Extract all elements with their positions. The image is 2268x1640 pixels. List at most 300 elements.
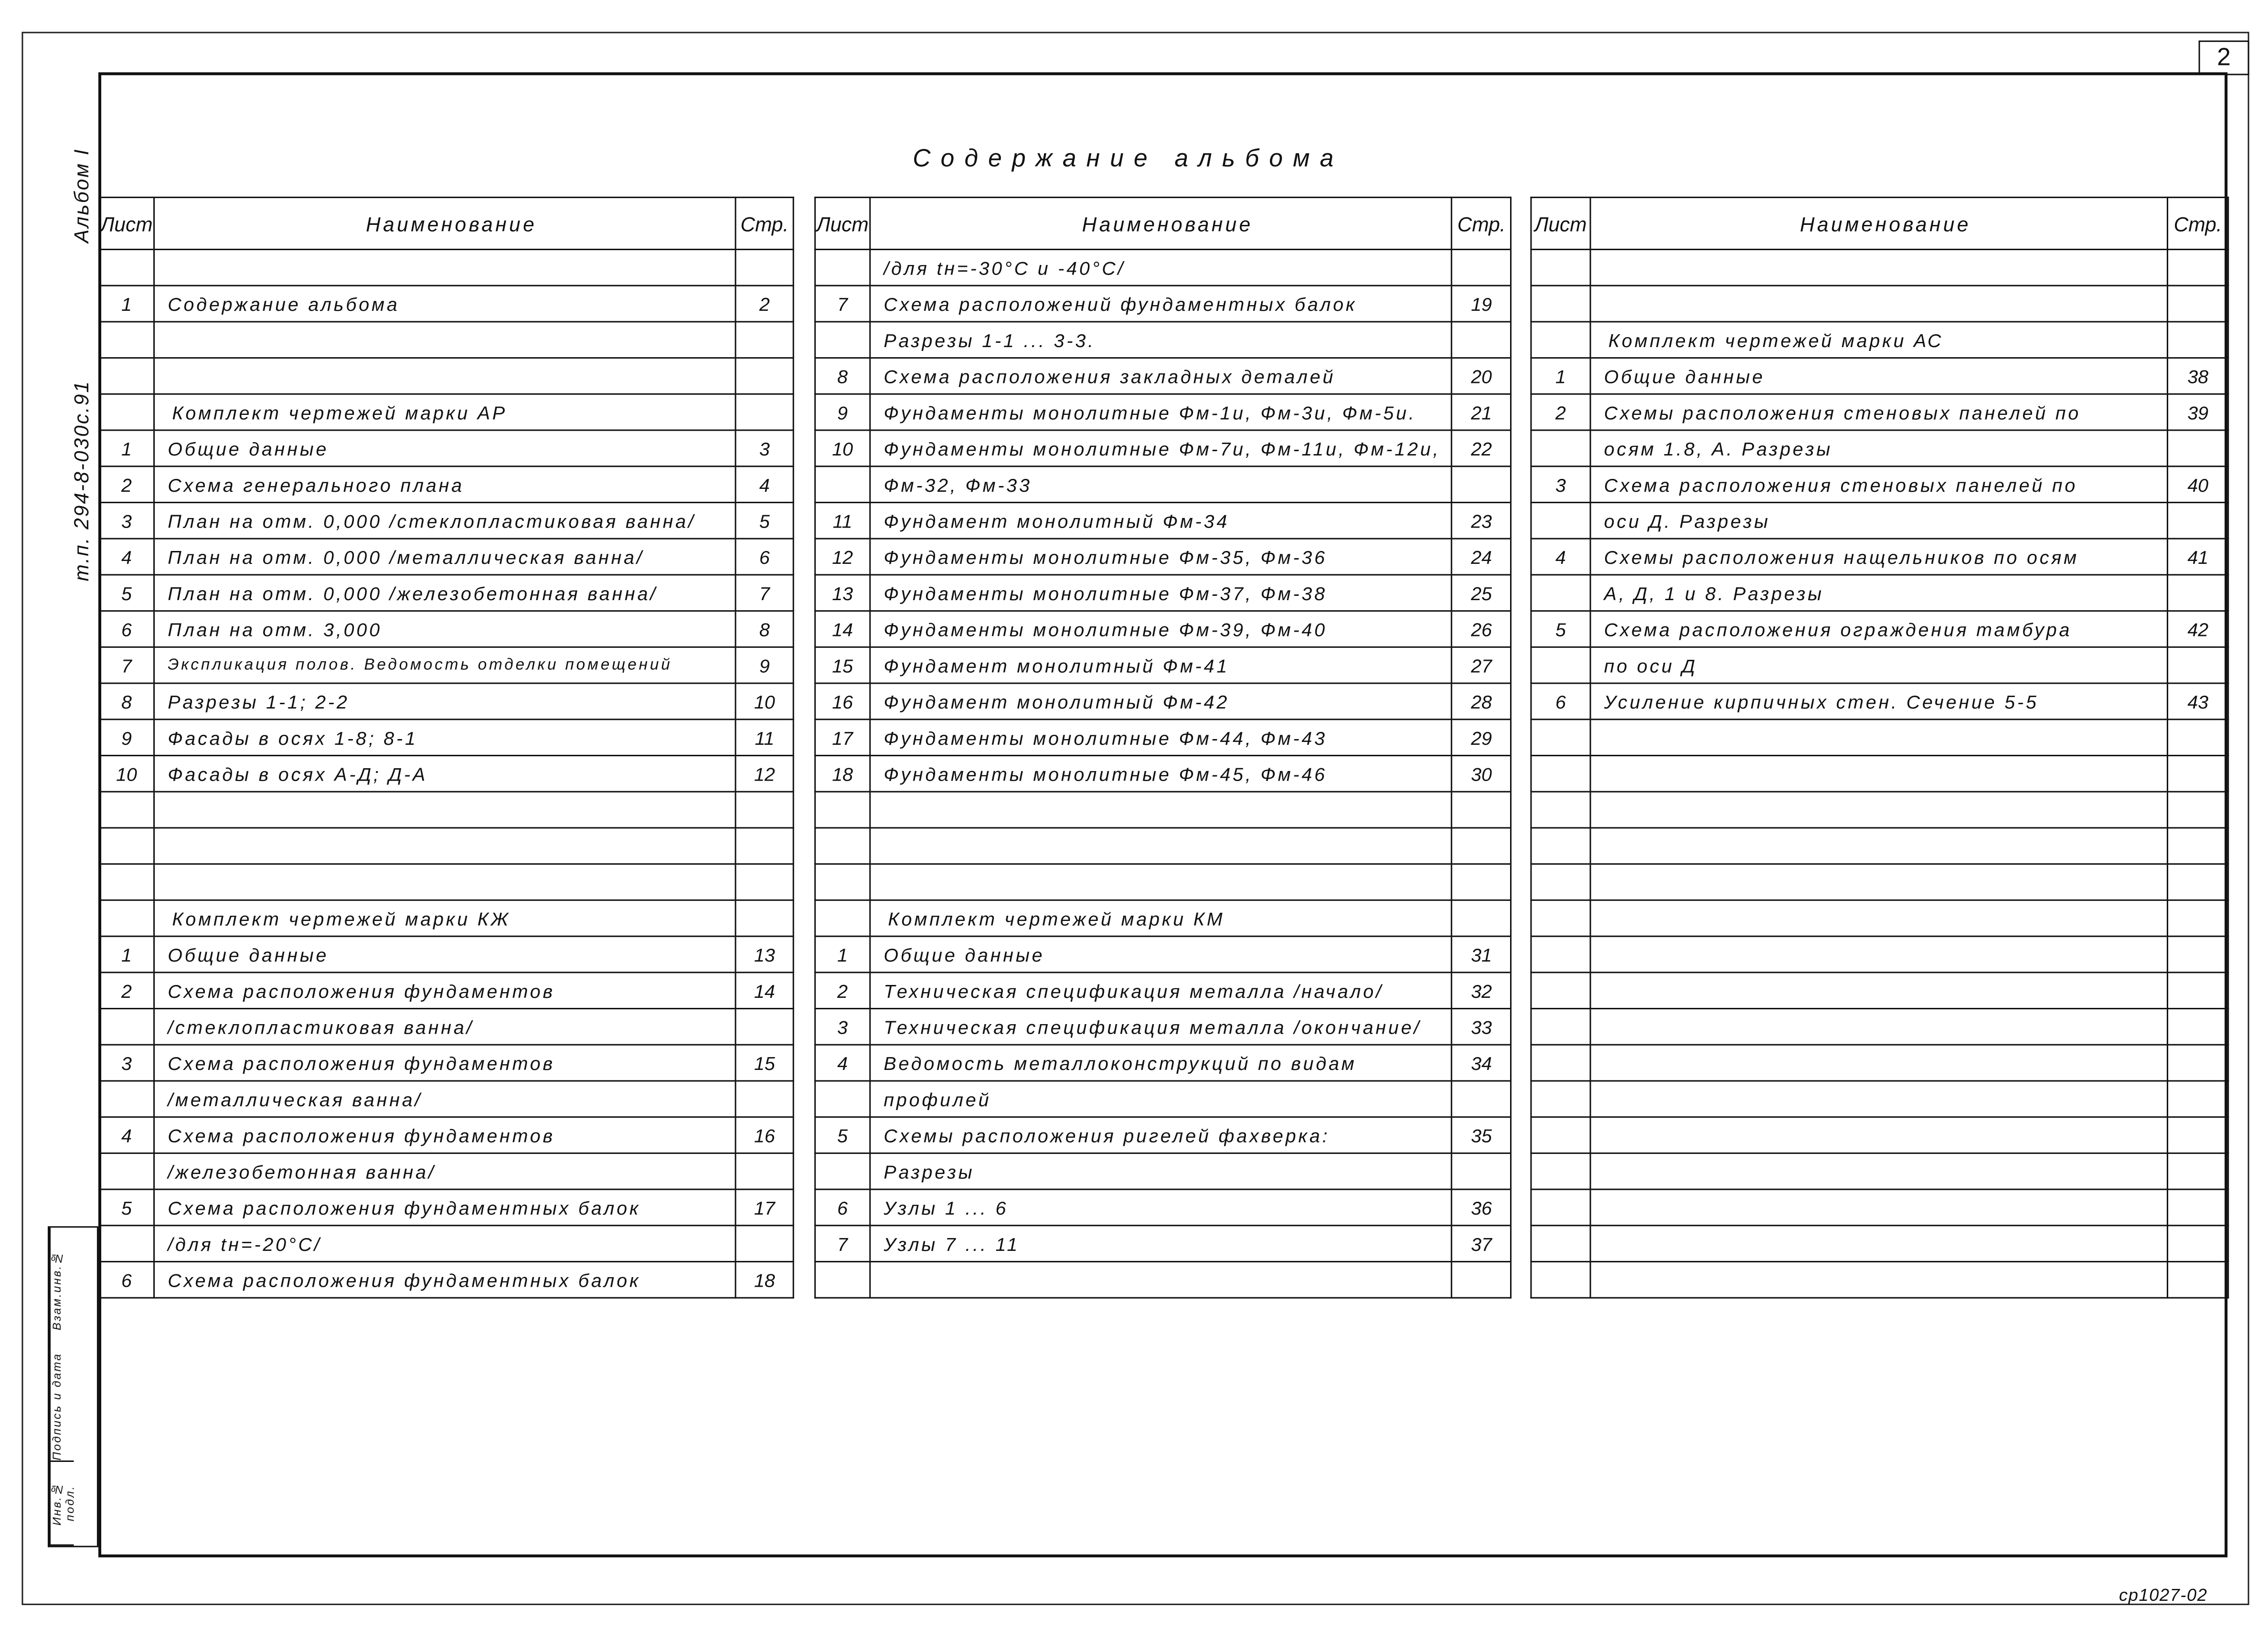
table-row (1531, 828, 2228, 864)
page-number: 27 (1452, 647, 1511, 683)
table-row (1531, 1189, 2228, 1226)
page-number: 42 (2168, 611, 2228, 647)
table-row (815, 539, 1511, 575)
item-name: Комплект чертежей марки АС (1590, 322, 2168, 358)
table-row (99, 1226, 793, 1262)
item-name: Схема расположений фундаментных балок (870, 286, 1452, 322)
sheet-number: 6 (1531, 683, 1590, 719)
table-row (815, 1081, 1511, 1117)
table-row (1531, 466, 2228, 503)
page-number (2168, 1045, 2228, 1081)
sheet-number: 18 (815, 755, 870, 792)
page-number (2168, 828, 2228, 864)
sheet-number: 5 (99, 1189, 154, 1226)
sheet-number: 10 (99, 755, 154, 792)
item-name: /для tн=-20°С/ (154, 1226, 735, 1262)
project-code: т.п. 294-8-030с.91 (69, 380, 93, 582)
page-number (2168, 322, 2228, 358)
table-row (99, 936, 793, 973)
item-name: Общие данные (154, 430, 735, 466)
item-name: Экспликация полов. Ведомость отделки помещений (154, 647, 735, 683)
sheet-number (99, 322, 154, 358)
page-number: 16 (736, 1117, 794, 1153)
table-row (815, 502, 1511, 539)
sheet-number (1531, 430, 1590, 466)
sheet-number: 8 (99, 683, 154, 719)
page-number (1452, 249, 1511, 286)
page-number: 9 (736, 647, 794, 683)
header-page: Стр. (1452, 197, 1511, 249)
page-number: 19 (1452, 286, 1511, 322)
item-name: Фундамент монолитный Фм-34 (870, 502, 1452, 539)
contents-table-1 (98, 197, 794, 1299)
sheet-number (1531, 647, 1590, 683)
table-row (1531, 1153, 2228, 1189)
sheet-number: 7 (815, 1226, 870, 1262)
item-name: /железобетонная ванна/ (154, 1153, 735, 1189)
sheet-number: 7 (99, 647, 154, 683)
table-row (1531, 1009, 2228, 1045)
stamp-replace-inv: Взам.инв.№ (49, 1227, 74, 1352)
page-number (736, 1081, 794, 1117)
page-number: 32 (1452, 973, 1511, 1009)
item-name: Фундаменты монолитные Фм-44, Фм-43 (870, 719, 1452, 756)
page-number: 4 (736, 466, 794, 503)
table-row (1531, 647, 2228, 683)
item-name (154, 828, 735, 864)
page-number (2168, 286, 2228, 322)
page-number (2168, 1009, 2228, 1045)
item-name: Разрезы 1-1; 2-2 (154, 683, 735, 719)
sheet-number: 3 (815, 1009, 870, 1045)
page-number (736, 828, 794, 864)
table-row (815, 864, 1511, 900)
page-number (2168, 1081, 2228, 1117)
table-row (815, 430, 1511, 466)
page-number (2168, 1189, 2228, 1226)
table-row (815, 1226, 1511, 1262)
item-name (1590, 286, 2168, 322)
sheet-number (99, 864, 154, 900)
item-name: Схема расположения фундаментов (154, 1117, 735, 1153)
page-number: 15 (736, 1045, 794, 1081)
page-number (2168, 249, 2228, 286)
page-number: 12 (736, 755, 794, 792)
table-row (99, 1189, 793, 1226)
page-number: 30 (1452, 755, 1511, 792)
contents-table-2 (814, 197, 1512, 1299)
table-row (99, 719, 793, 756)
sheet-number (1531, 1081, 1590, 1117)
item-name: Схема расположения фундаментных балок (154, 1189, 735, 1226)
item-name (154, 322, 735, 358)
table-row (815, 394, 1511, 430)
sheet-number: 6 (99, 611, 154, 647)
sheet-number: 15 (815, 647, 870, 683)
sheet-number: 6 (99, 1262, 154, 1298)
page-number (1452, 900, 1511, 936)
sheet-number: 13 (815, 575, 870, 611)
item-name: Узлы 1 ... 6 (870, 1189, 1452, 1226)
page-number (2168, 792, 2228, 828)
item-name (1590, 719, 2168, 756)
table-row (1531, 1081, 2228, 1117)
item-name (870, 828, 1452, 864)
page-number (2168, 864, 2228, 900)
sheet-number: 2 (99, 466, 154, 503)
table-row (1531, 394, 2228, 430)
sheet-number: 4 (99, 539, 154, 575)
page-number: 35 (1452, 1117, 1511, 1153)
page-number: 34 (1452, 1045, 1511, 1081)
page-number: 17 (736, 1189, 794, 1226)
item-name (1590, 900, 2168, 936)
sheet-number (815, 1081, 870, 1117)
sheet-number (815, 792, 870, 828)
sheet-number (99, 1081, 154, 1117)
item-name (1590, 1009, 2168, 1045)
table-row (99, 864, 793, 900)
page-number: 36 (1452, 1189, 1511, 1226)
item-name (1590, 864, 2168, 900)
table-row (1531, 430, 2228, 466)
table-row (1531, 719, 2228, 756)
table-row (1531, 683, 2228, 719)
table-row (1531, 611, 2228, 647)
table-row (1531, 249, 2228, 286)
sheet-number (99, 828, 154, 864)
item-name: Общие данные (154, 936, 735, 973)
item-name: Схема расположения фундаментов (154, 973, 735, 1009)
item-name (1590, 755, 2168, 792)
table-row (1531, 755, 2228, 792)
header-page: Стр. (2168, 197, 2228, 249)
page-number: 18 (736, 1262, 794, 1298)
sheet-number (99, 358, 154, 394)
sheet-number (99, 900, 154, 936)
page-number (736, 900, 794, 936)
item-name: Фасады в осях 1-8; 8-1 (154, 719, 735, 756)
album-label: Альбом I (69, 148, 93, 243)
table-row (815, 792, 1511, 828)
sheet-number (1531, 1153, 1590, 1189)
page-number: 25 (1452, 575, 1511, 611)
item-name: Схема генерального плана (154, 466, 735, 503)
sheet-number (1531, 1009, 1590, 1045)
page-number: 10 (736, 683, 794, 719)
page-number (1452, 792, 1511, 828)
sheet-number: 16 (815, 683, 870, 719)
sheet-number: 8 (815, 358, 870, 394)
sheet-number: 1 (99, 936, 154, 973)
sheet-number: 5 (815, 1117, 870, 1153)
page-number (736, 864, 794, 900)
item-name (1590, 1153, 2168, 1189)
sheet-number (1531, 864, 1590, 900)
page-number (1452, 828, 1511, 864)
page-number (2168, 1117, 2228, 1153)
table-row (1531, 936, 2228, 973)
page-number: 31 (1452, 936, 1511, 973)
sheet-number: 1 (99, 286, 154, 322)
sheet-number (1531, 936, 1590, 973)
table-row (1531, 1262, 2228, 1298)
page-number: 39 (2168, 394, 2228, 430)
table-row (1531, 539, 2228, 575)
table-row (99, 575, 793, 611)
item-name: Разрезы 1-1 ... 3-3. (870, 322, 1452, 358)
header-name: Наименование (1590, 197, 2168, 249)
sheet-number: 3 (99, 1045, 154, 1081)
item-name: Схема расположения фундаментов (154, 1045, 735, 1081)
header-name: Наименование (870, 197, 1452, 249)
item-name: Узлы 7 ... 11 (870, 1226, 1452, 1262)
item-name (154, 249, 735, 286)
page-number (2168, 719, 2228, 756)
header-sheet: Лист (1531, 197, 1590, 249)
sheet-number (815, 1153, 870, 1189)
item-name: А, Д, 1 и 8. Разрезы (1590, 575, 2168, 611)
contents-table-3 (1530, 197, 2229, 1299)
item-name: План на отм. 0,000 /металлическая ванна/ (154, 539, 735, 575)
table-row (99, 828, 793, 864)
sheet-number (1531, 900, 1590, 936)
header-page: Стр. (736, 197, 794, 249)
page-number (736, 1226, 794, 1262)
table-row (815, 611, 1511, 647)
page-number: 33 (1452, 1009, 1511, 1045)
stamp-orig-inv: Инв.№ подл. (49, 1462, 74, 1546)
table-row (99, 1009, 793, 1045)
item-name (1590, 249, 2168, 286)
page-number (736, 322, 794, 358)
table-row (99, 249, 793, 286)
item-name: Фундаменты монолитные Фм-37, Фм-38 (870, 575, 1452, 611)
table-row (815, 1189, 1511, 1226)
sheet-number (99, 249, 154, 286)
item-name: Фундаменты монолитные Фм-35, Фм-36 (870, 539, 1452, 575)
page-number (1452, 1153, 1511, 1189)
sheet-number (815, 1262, 870, 1298)
page-number: 28 (1452, 683, 1511, 719)
page-number: 41 (2168, 539, 2228, 575)
item-name (1590, 936, 2168, 973)
sheet-number: 11 (815, 502, 870, 539)
sheet-number (99, 792, 154, 828)
item-name (1590, 828, 2168, 864)
page-number: 38 (2168, 358, 2228, 394)
sheet-number (1531, 575, 1590, 611)
sheet-number (1531, 1189, 1590, 1226)
page-number (736, 792, 794, 828)
page-number (1452, 1081, 1511, 1117)
item-name: Техническая спецификация металла /окончание/ (870, 1009, 1452, 1045)
table-row (815, 1262, 1511, 1298)
sheet-number (815, 466, 870, 503)
sheet-number: 10 (815, 430, 870, 466)
sheet-number: 4 (1531, 539, 1590, 575)
item-name (1590, 973, 2168, 1009)
item-name (870, 1262, 1452, 1298)
item-name: План на отм. 0,000 /железобетонная ванна/ (154, 575, 735, 611)
sheet-number (99, 1009, 154, 1045)
item-name: Усиление кирпичных стен. Сечение 5-5 (1590, 683, 2168, 719)
table-row (99, 539, 793, 575)
page-number: 26 (1452, 611, 1511, 647)
table-row (99, 1117, 793, 1153)
table-row (99, 1045, 793, 1081)
table-row (1531, 1045, 2228, 1081)
page-number (2168, 647, 2228, 683)
item-name: Фундамент монолитный Фм-42 (870, 683, 1452, 719)
item-name: Фундамент монолитный Фм-41 (870, 647, 1452, 683)
sheet-number: 4 (815, 1045, 870, 1081)
page-number (736, 249, 794, 286)
table-row (1531, 575, 2228, 611)
sheet-number (1531, 973, 1590, 1009)
table-row (815, 466, 1511, 503)
table-row (99, 322, 793, 358)
sheet-number: 17 (815, 719, 870, 756)
sheet-number: 6 (815, 1189, 870, 1226)
page-number (2168, 502, 2228, 539)
sheet-number (1531, 755, 1590, 792)
page-number: 20 (1452, 358, 1511, 394)
page-number (2168, 900, 2228, 936)
table-row (99, 286, 793, 322)
sheet-number: 12 (815, 539, 870, 575)
page-number (1452, 466, 1511, 503)
sheet-number: 3 (1531, 466, 1590, 503)
sheet-number: 3 (99, 502, 154, 539)
table-row (1531, 502, 2228, 539)
page-number: 6 (736, 539, 794, 575)
item-name (1590, 792, 2168, 828)
table-row (1531, 864, 2228, 900)
page-number: 23 (1452, 502, 1511, 539)
item-name (870, 864, 1452, 900)
item-name: /металлическая ванна/ (154, 1081, 735, 1117)
item-name: Фм-32, Фм-33 (870, 466, 1452, 503)
page-number (2168, 936, 2228, 973)
table-row (815, 936, 1511, 973)
item-name: /для tн=-30°С и -40°С/ (870, 249, 1452, 286)
sheet-number (1531, 719, 1590, 756)
page-number (2168, 1226, 2228, 1262)
sheet-number: 1 (1531, 358, 1590, 394)
table-row (1531, 1226, 2228, 1262)
item-name: Фундаменты монолитные Фм-45, Фм-46 (870, 755, 1452, 792)
sheet-number: 7 (815, 286, 870, 322)
sheet-number (1531, 502, 1590, 539)
page-number (2168, 430, 2228, 466)
page-number (2168, 575, 2228, 611)
item-name: Техническая спецификация металла /начало/ (870, 973, 1452, 1009)
archive-code: ср1027-02 (2119, 1585, 2208, 1605)
table-row (99, 430, 793, 466)
item-name (1590, 1189, 2168, 1226)
page-number: 24 (1452, 539, 1511, 575)
item-name: План на отм. 0,000 /стеклопластиковая ванна/ (154, 502, 735, 539)
item-name: План на отм. 3,000 (154, 611, 735, 647)
sheet-number: 14 (815, 611, 870, 647)
page-number: 13 (736, 936, 794, 973)
page-number (2168, 755, 2228, 792)
table-row (99, 683, 793, 719)
item-name: Комплект чертежей марки КМ (870, 900, 1452, 936)
item-name: по оси Д (1590, 647, 2168, 683)
sheet-number (1531, 1117, 1590, 1153)
sheet-number (815, 864, 870, 900)
table-row (99, 611, 793, 647)
page-number: 22 (1452, 430, 1511, 466)
table-row (99, 1153, 793, 1189)
page-number (736, 358, 794, 394)
item-name: Содержание альбома (154, 286, 735, 322)
item-name (1590, 1262, 2168, 1298)
header-sheet: Лист (815, 197, 870, 249)
sheet-number: 9 (815, 394, 870, 430)
item-name: Фасады в осях А-Д; Д-А (154, 755, 735, 792)
approval-stamp (48, 1226, 98, 1547)
table-row (1531, 792, 2228, 828)
sheet-number (99, 1226, 154, 1262)
table-row (815, 647, 1511, 683)
page-number: 37 (1452, 1226, 1511, 1262)
sheet-number: 2 (99, 973, 154, 1009)
sheet-number: 2 (815, 973, 870, 1009)
table-row (815, 755, 1511, 792)
sheet-number: 4 (99, 1117, 154, 1153)
sheet-number (1531, 1226, 1590, 1262)
sheet-number (815, 249, 870, 286)
item-name (870, 792, 1452, 828)
item-name (154, 864, 735, 900)
sheet-number (99, 1153, 154, 1189)
item-name (154, 358, 735, 394)
sheet-number (1531, 1262, 1590, 1298)
item-name: /стеклопластиковая ванна/ (154, 1009, 735, 1045)
page-title: Содержание альбома (913, 144, 1344, 172)
sheet-number: 5 (99, 575, 154, 611)
table-row (1531, 900, 2228, 936)
item-name (1590, 1226, 2168, 1262)
sheet-number (815, 322, 870, 358)
sheet-number (1531, 828, 1590, 864)
page-number: 2 (736, 286, 794, 322)
item-name: Схема расположения закладных деталей (870, 358, 1452, 394)
table-row (99, 647, 793, 683)
table-row (1531, 1117, 2228, 1153)
page-number (1452, 1262, 1511, 1298)
table-row (815, 828, 1511, 864)
table-row (815, 358, 1511, 394)
sheet-number: 2 (1531, 394, 1590, 430)
item-name: Фундаменты монолитные Фм-39, Фм-40 (870, 611, 1452, 647)
sheet-number: 1 (815, 936, 870, 973)
section-header-row (815, 900, 1511, 936)
table-row (99, 792, 793, 828)
table-row (815, 1117, 1511, 1153)
item-name: Фундаменты монолитные Фм-7и, Фм-11и, Фм-12и, (870, 430, 1452, 466)
table-row (99, 502, 793, 539)
table-row (815, 683, 1511, 719)
page-number (1452, 322, 1511, 358)
stamp-signature-date: Подпись и дата (49, 1352, 74, 1462)
table-row (1531, 358, 2228, 394)
page-number: 3 (736, 430, 794, 466)
table-row (815, 322, 1511, 358)
